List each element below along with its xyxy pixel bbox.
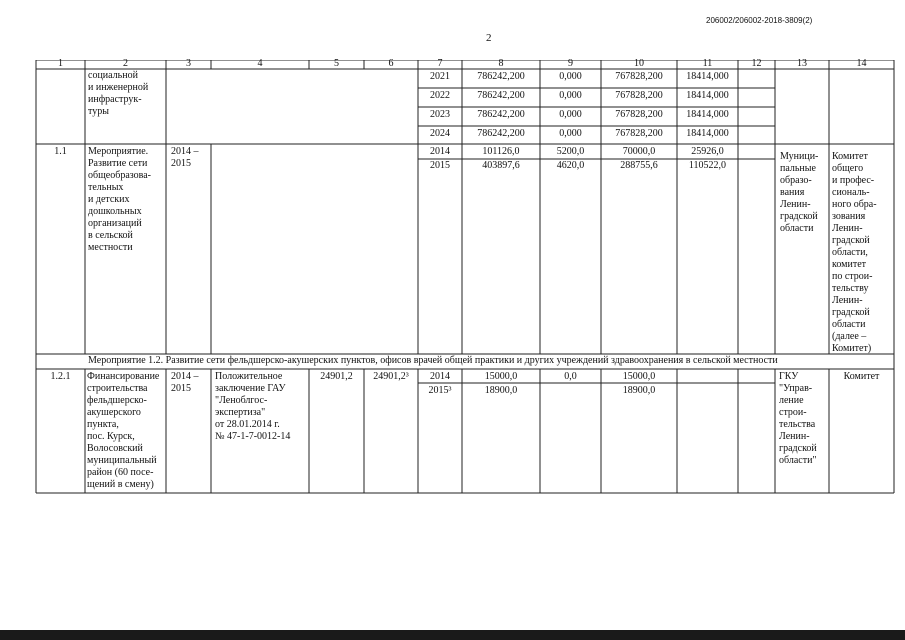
coexecutor-cell: Комитет общего и профес- сиональ- ного обра- зования Ленин- градской области, комитет по строи- тельству Ленин- градской области (далее – Комитет) — [832, 151, 877, 354]
column-header: 10 — [634, 58, 644, 69]
table-cell-col11: 25926,0 — [691, 146, 724, 157]
table-cell-col11: 110522,0 — [688, 160, 727, 171]
table-cell-col9: 4620,0 — [556, 160, 585, 171]
table-cell-year: 2015 — [430, 160, 450, 171]
table-cell-col9: 0,000 — [559, 128, 582, 139]
column-header: 7 — [437, 58, 443, 69]
section-title-1-2: Мероприятие 1.2. Развитие сети фельдшерско-акушерских пунктов, офисов врачей общей практики и других учреждений здравоохранения в сельской местности — [88, 355, 778, 366]
row-number-1-2-1: 1.2.1 — [50, 371, 71, 382]
column-header: 12 — [751, 58, 762, 69]
table-cell-col5: 24901,2 — [320, 371, 353, 382]
table-cell-total: 786242,200 — [477, 90, 525, 101]
column-header: 11 — [702, 58, 713, 69]
column-header: 14 — [856, 58, 867, 69]
column-header: 13 — [797, 58, 807, 69]
column-header: 8 — [498, 58, 504, 69]
table-cell-year: 2021 — [430, 71, 450, 82]
coexecutor-cell: Комитет — [843, 371, 880, 382]
scan-edge — [0, 630, 905, 640]
column-header: 9 — [568, 58, 573, 69]
period-cell: 2014 – 2015 — [171, 146, 199, 169]
table-cell-year: 2023 — [430, 109, 450, 120]
table-cell-col10: 15000,0 — [622, 371, 656, 382]
table-cell-col10: 18900,0 — [622, 385, 656, 396]
table-cell-col9: 0,0 — [564, 371, 577, 382]
table-cell-year: 2014 — [430, 146, 450, 157]
column-header: 5 — [334, 58, 339, 69]
table-cell-total: 786242,200 — [477, 128, 525, 139]
column-header: 1 — [58, 58, 63, 69]
infrastructure-name-cell: социальной и инженерной инфраструк- туры — [88, 70, 149, 117]
table-cell-col11: 18414,000 — [686, 71, 729, 82]
table-cell-col10: 767828,200 — [615, 109, 663, 120]
table-cell-col9: 5200,0 — [556, 146, 585, 157]
table-cell-col11: 18414,000 — [686, 109, 729, 120]
executor-cell: Муници- пальные образо- вания Ленин- градской области — [780, 151, 819, 234]
period-cell: 2014 – 2015 — [171, 371, 199, 394]
table-cell-col10: 767828,200 — [615, 71, 663, 82]
table-cell-col11: 18414,000 — [686, 128, 729, 139]
expertise-cell: Положительное заключение ГАУ "Леноблгос- экспертиза" от 28.01.2014 г. № 47-1-7-0012-14 — [215, 371, 291, 442]
table-cell-year: 2024 — [430, 128, 450, 139]
row-number-1-1: 1.1 — [54, 146, 67, 157]
table-cell-col10: 70000,0 — [622, 146, 656, 157]
program-table — [0, 60, 905, 500]
column-header: 3 — [186, 58, 191, 69]
table-cell-year: 2022 — [430, 90, 450, 101]
measure-name-cell: Мероприятие. Развитие сети общеобразова- тельных и детских дошкольных организаций в сельской местности — [88, 146, 152, 253]
table-cell-col10: 288755,6 — [620, 160, 658, 171]
table-cell-col6: 24901,2³ — [373, 371, 409, 382]
table-cell-total: 786242,200 — [477, 71, 525, 82]
page-number: 2 — [486, 32, 492, 44]
table-cell-total: 786242,200 — [477, 109, 525, 120]
table-cell-total: 403897,6 — [482, 160, 520, 171]
table-cell-total: 15000,0 — [484, 371, 518, 382]
table-cell-total: 18900,0 — [484, 385, 518, 396]
table-cell-col9: 0,000 — [559, 90, 582, 101]
table-cell-year: 2015³ — [428, 385, 452, 396]
column-header: 2 — [123, 58, 128, 69]
column-header: 4 — [257, 58, 263, 69]
measure-name-cell: Финансирование строительства фельдшерско- акушерского пункта, пос. Курск, Волосовский муниципальный район (60 посе- щений в смену) — [87, 371, 160, 490]
column-header: 6 — [388, 58, 394, 69]
executor-cell: ГКУ "Управ- ление строи- тельства Ленин- градской области" — [779, 371, 817, 466]
table-cell-col9: 0,000 — [559, 109, 582, 120]
table-cell-year: 2014 — [430, 371, 450, 382]
table-cell-total: 101126,0 — [482, 146, 520, 157]
table-cell-col10: 767828,200 — [615, 90, 663, 101]
table-cell-col11: 18414,000 — [686, 90, 729, 101]
table-cell-col10: 767828,200 — [615, 128, 663, 139]
document-id: 206002/206002-2018-3809(2) — [706, 16, 813, 25]
table-cell-col9: 0,000 — [559, 71, 582, 82]
